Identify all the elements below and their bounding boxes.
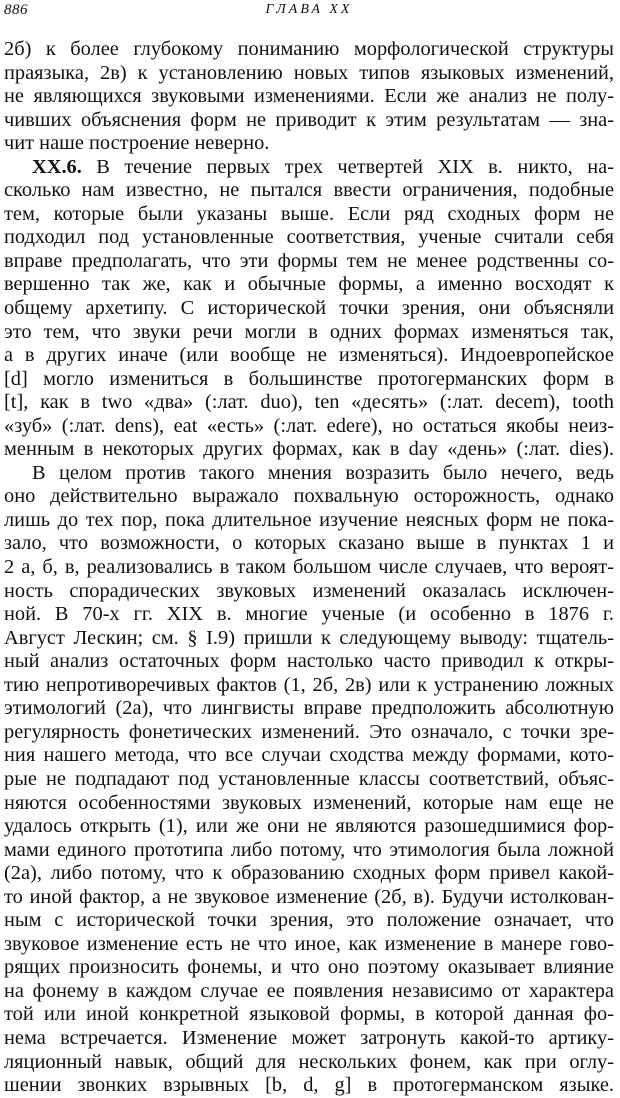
text-line: удалось открыть (1), или же они не являются разошедшимися фор- [4,815,614,838]
text-line: общему архетипу. С исторической точки зрения, они объясняли [4,297,614,320]
text-line: Август Лескин; см. § I.9) пришли к следующему выводу: тщатель- [4,626,614,649]
text-line: звуковое изменение есть не что иное, как изменение в манере гово- [4,932,614,955]
text-line: праязыка, 2в) к установлению новых типов языковых изменений, [4,61,614,84]
text-line: тем, которые были указаны выше. Если ряд сходных форм не [4,202,614,225]
text-line: тию непротиворечивых фактов (1, 2б, 2в) или к устранению ложных [4,673,614,696]
page-number: 886 [4,2,28,18]
text-line: ным с исторической точки зрения, это положение означает, что [4,909,614,932]
text-line: чивших объяснения форм не приводит к этим результатам — зна- [4,108,614,131]
text-line: няются особенностями звуковых изменений, которые нам еще не [4,791,614,814]
text-line: подходил под установленные соответствия, ученые считали себя [4,226,614,249]
text-line: регулярность фонетических изменений. Это означало, с точки зре- [4,720,614,743]
text-line: той или иной конкретной языковой формы, в которой данная фо- [4,1003,614,1026]
text-line: шении звонких взрывных [b, d, g] в протогерманском языке. [4,1074,614,1097]
text-line: ность спорадических звуковых изменений оказалась исключен- [4,579,614,602]
text-line: чит наше построение неверно. [4,132,270,155]
text-line: вправе предполагать, что эти формы тем не менее родственны со- [4,249,614,272]
text-line: этимологий (2а), что лингвисты вправе предположить абсолютную [4,697,614,720]
text-line: (2а), либо потому, что к образованию сходных форм привел какой- [4,862,614,885]
text-line: рые не подпадают под установленные классы соответствий, объяс- [4,767,614,790]
text-line: вершенно так же, как и обычные формы, а именно восходят к [4,273,614,296]
text-line: не являющихся звуковыми изменениями. Если же анализ не полу- [4,85,614,108]
text-line: ный анализ остаточных форм настолько часто приводил к откры- [4,650,614,673]
text-line: на фонему в каждом случае ее появления независимо от характера [4,979,614,1002]
text-line: оно действительно выражало похвальную осторожность, однако [4,485,614,508]
text-line: то иной фактор, а не звуковое изменение (2б, в). Будучи истолкован- [4,885,614,908]
text-line: зало, что возможности, о которых сказано выше в пунктах 1 и [4,532,614,555]
text-line: сколько нам известно, не пытался ввести ограничения, подобные [4,179,614,202]
text-line: [d] могло измениться в большинстве протогерманских форм в [4,367,614,390]
text-line: В целом против такого мнения возразить было нечего, ведь [32,461,614,484]
running-head: ГЛАВА XX [265,2,353,17]
text-line: а в других иначе (или вообще не изменяться). Индоевропейское [4,344,614,367]
text-body [4,38,614,1098]
text-line: рящих произносить фонемы, и что оно поэтому оказывает влияние [4,956,614,979]
text-line: [t], как в two «два» (:лат. duo), ten «десять» (:лат. decem), tooth [4,391,614,414]
text-line: мами единого прототипа либо потому, что этимология была ложной [4,838,614,861]
text-line: нема встречается. Изменение может затронуть какой-то артику- [4,1026,614,1049]
section-number: XX.6. [32,155,82,178]
page-header [4,0,614,22]
text-line: «зуб» (:лат. dens), eat «есть» (:лат. edere), но остаться якобы неиз- [4,414,614,437]
text-line: лишь до тех пор, пока длительное изучение неясных форм не пока- [4,508,614,531]
text-line: менным в некоторых других формах, как в day «день» (:лат. dies). [4,438,614,461]
text-line: ляционный навык, общий для нескольких фонем, как при оглу- [4,1050,614,1073]
section-first-line [4,156,614,180]
text-line: ной. В 70-х гг. XIX в. многие ученые (и особенно в 1876 г. [4,603,614,626]
text-line: ния нашего метода, что все случаи сходства между формами, кото- [4,744,614,767]
text-line: 2 а, б, в, реализовались в таком большом числе случаев, что вероят- [4,556,614,579]
text-line: это тем, что звуки речи могли в одних формах изменяться так, [4,320,614,343]
text-line: В течение первых трех четвертей XIX в. никто, на- [81,155,614,178]
text-line: 2б) к более глубокому пониманию морфологической структуры [4,38,614,60]
